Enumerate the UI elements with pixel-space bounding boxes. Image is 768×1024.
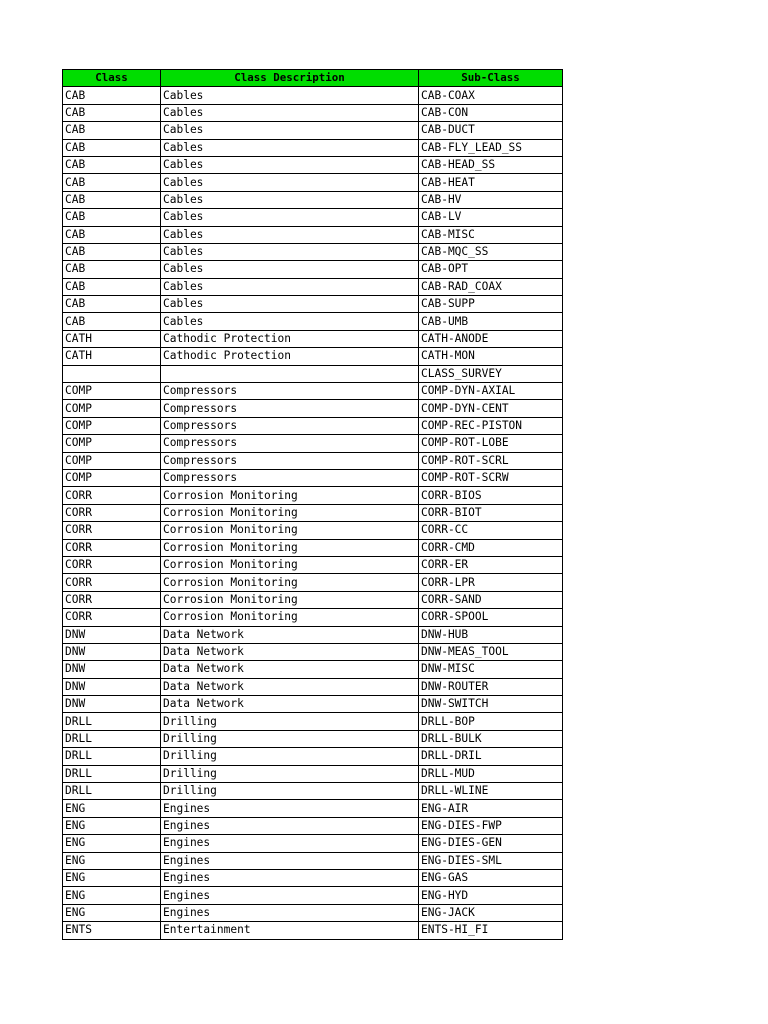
cell-class: CATH bbox=[63, 330, 161, 347]
cell-class-description: Engines bbox=[161, 817, 419, 834]
cell-sub-class: CORR-LPR bbox=[419, 574, 563, 591]
cell-class-description: Data Network bbox=[161, 643, 419, 660]
cell-sub-class: ENG-DIES-FWP bbox=[419, 817, 563, 834]
cell-class: CAB bbox=[63, 226, 161, 243]
cell-class-description: Corrosion Monitoring bbox=[161, 539, 419, 556]
table-row bbox=[63, 261, 563, 278]
table-row bbox=[63, 869, 563, 886]
table-row bbox=[63, 852, 563, 869]
cell-sub-class: ENG-HYD bbox=[419, 887, 563, 904]
cell-sub-class: DRLL-WLINE bbox=[419, 783, 563, 800]
cell-class-description: Corrosion Monitoring bbox=[161, 591, 419, 608]
cell-sub-class: ENTS-HI_FI bbox=[419, 922, 563, 939]
table-row bbox=[63, 452, 563, 469]
cell-class: ENG bbox=[63, 800, 161, 817]
table-row bbox=[63, 122, 563, 139]
table-row bbox=[63, 243, 563, 260]
cell-sub-class: CORR-SAND bbox=[419, 591, 563, 608]
table-row bbox=[63, 556, 563, 573]
cell-class: DRLL bbox=[63, 765, 161, 782]
table-row bbox=[63, 209, 563, 226]
table-row bbox=[63, 887, 563, 904]
cell-sub-class: CLASS_SURVEY bbox=[419, 365, 563, 382]
cell-class-description: Cables bbox=[161, 226, 419, 243]
cell-class: CORR bbox=[63, 504, 161, 521]
cell-class-description: Engines bbox=[161, 904, 419, 921]
table-row bbox=[63, 139, 563, 156]
cell-class: DRLL bbox=[63, 730, 161, 747]
cell-class-description: Drilling bbox=[161, 783, 419, 800]
cell-class-description: Compressors bbox=[161, 452, 419, 469]
cell-sub-class: ENG-AIR bbox=[419, 800, 563, 817]
cell-class-description: Engines bbox=[161, 869, 419, 886]
cell-class: CORR bbox=[63, 522, 161, 539]
cell-class: ENG bbox=[63, 835, 161, 852]
cell-class-description: Engines bbox=[161, 887, 419, 904]
cell-sub-class: CAB-CON bbox=[419, 104, 563, 121]
cell-class: DRLL bbox=[63, 713, 161, 730]
table-row bbox=[63, 383, 563, 400]
cell-class: CAB bbox=[63, 104, 161, 121]
cell-sub-class: CAB-HEAT bbox=[419, 174, 563, 191]
cell-sub-class: CAB-RAD_COAX bbox=[419, 278, 563, 295]
cell-class-description: Cables bbox=[161, 87, 419, 104]
cell-class-description: Drilling bbox=[161, 713, 419, 730]
cell-sub-class: CATH-ANODE bbox=[419, 330, 563, 347]
table-row bbox=[63, 661, 563, 678]
cell-class: ENG bbox=[63, 904, 161, 921]
cell-class-description: Compressors bbox=[161, 400, 419, 417]
cell-sub-class: CORR-BIOS bbox=[419, 487, 563, 504]
cell-class-description: Cables bbox=[161, 174, 419, 191]
table-row bbox=[63, 748, 563, 765]
cell-class: CAB bbox=[63, 156, 161, 173]
table-row bbox=[63, 678, 563, 695]
cell-class: DNW bbox=[63, 678, 161, 695]
table-row bbox=[63, 87, 563, 104]
cell-class: CAB bbox=[63, 191, 161, 208]
table-row bbox=[63, 487, 563, 504]
cell-class-description: Drilling bbox=[161, 765, 419, 782]
table-row bbox=[63, 800, 563, 817]
cell-class: DNW bbox=[63, 696, 161, 713]
cell-class: ENG bbox=[63, 817, 161, 834]
cell-class: COMP bbox=[63, 383, 161, 400]
cell-sub-class: DRLL-BOP bbox=[419, 713, 563, 730]
table-row bbox=[63, 904, 563, 921]
table-row bbox=[63, 574, 563, 591]
cell-class: COMP bbox=[63, 417, 161, 434]
cell-class: CAB bbox=[63, 261, 161, 278]
table-row bbox=[63, 817, 563, 834]
cell-class-description: Data Network bbox=[161, 678, 419, 695]
cell-sub-class: CORR-BIOT bbox=[419, 504, 563, 521]
cell-class-description: Cables bbox=[161, 261, 419, 278]
cell-class-description bbox=[161, 365, 419, 382]
table-row bbox=[63, 730, 563, 747]
cell-class: COMP bbox=[63, 400, 161, 417]
cell-sub-class: CAB-UMB bbox=[419, 313, 563, 330]
table-row bbox=[63, 783, 563, 800]
cell-class: CORR bbox=[63, 591, 161, 608]
cell-sub-class: DNW-ROUTER bbox=[419, 678, 563, 695]
cell-sub-class: DNW-MEAS_TOOL bbox=[419, 643, 563, 660]
cell-sub-class: COMP-ROT-LOBE bbox=[419, 435, 563, 452]
table-row bbox=[63, 626, 563, 643]
cell-class-description: Compressors bbox=[161, 383, 419, 400]
cell-class-description: Data Network bbox=[161, 661, 419, 678]
cell-class: CAB bbox=[63, 139, 161, 156]
header-class: Class bbox=[63, 70, 161, 87]
cell-sub-class: COMP-ROT-SCRW bbox=[419, 469, 563, 486]
cell-sub-class: CAB-LV bbox=[419, 209, 563, 226]
table-header bbox=[63, 70, 563, 87]
cell-class-description: Engines bbox=[161, 835, 419, 852]
cell-sub-class: CAB-HV bbox=[419, 191, 563, 208]
cell-class-description: Compressors bbox=[161, 435, 419, 452]
table-row bbox=[63, 191, 563, 208]
cell-class-description: Cables bbox=[161, 122, 419, 139]
cell-class-description: Cables bbox=[161, 313, 419, 330]
cell-sub-class: DRLL-DRIL bbox=[419, 748, 563, 765]
cell-sub-class: COMP-ROT-SCRL bbox=[419, 452, 563, 469]
table-row bbox=[63, 609, 563, 626]
table-row bbox=[63, 435, 563, 452]
cell-class: ENG bbox=[63, 887, 161, 904]
cell-sub-class: CAB-COAX bbox=[419, 87, 563, 104]
cell-class: DNW bbox=[63, 626, 161, 643]
cell-class-description: Engines bbox=[161, 800, 419, 817]
table-body bbox=[63, 87, 563, 939]
cell-sub-class: CAB-MISC bbox=[419, 226, 563, 243]
table-row bbox=[63, 330, 563, 347]
cell-class-description: Cables bbox=[161, 296, 419, 313]
cell-class: CAB bbox=[63, 296, 161, 313]
cell-class: CORR bbox=[63, 609, 161, 626]
table-row bbox=[63, 278, 563, 295]
cell-class-description: Cables bbox=[161, 156, 419, 173]
cell-sub-class: CAB-DUCT bbox=[419, 122, 563, 139]
cell-class-description: Compressors bbox=[161, 417, 419, 434]
cell-sub-class: DNW-HUB bbox=[419, 626, 563, 643]
cell-sub-class: DRLL-BULK bbox=[419, 730, 563, 747]
table-row bbox=[63, 765, 563, 782]
header-class-description: Class Description bbox=[161, 70, 419, 87]
cell-class-description: Engines bbox=[161, 852, 419, 869]
table-row bbox=[63, 504, 563, 521]
table-row bbox=[63, 835, 563, 852]
table-row bbox=[63, 922, 563, 939]
table-row bbox=[63, 696, 563, 713]
cell-class: CORR bbox=[63, 539, 161, 556]
table-row bbox=[63, 417, 563, 434]
cell-class-description: Drilling bbox=[161, 730, 419, 747]
cell-class: COMP bbox=[63, 452, 161, 469]
table-row bbox=[63, 539, 563, 556]
cell-sub-class: COMP-DYN-AXIAL bbox=[419, 383, 563, 400]
cell-class: CAB bbox=[63, 209, 161, 226]
table-row bbox=[63, 522, 563, 539]
header-row bbox=[63, 70, 563, 87]
cell-class: COMP bbox=[63, 469, 161, 486]
cell-sub-class: CATH-MON bbox=[419, 348, 563, 365]
cell-class-description: Corrosion Monitoring bbox=[161, 574, 419, 591]
table-row bbox=[63, 313, 563, 330]
table-row bbox=[63, 156, 563, 173]
table-row bbox=[63, 643, 563, 660]
cell-class: CORR bbox=[63, 487, 161, 504]
cell-class: CAB bbox=[63, 278, 161, 295]
cell-sub-class: CORR-CMD bbox=[419, 539, 563, 556]
cell-class: CORR bbox=[63, 556, 161, 573]
cell-sub-class: COMP-REC-PISTON bbox=[419, 417, 563, 434]
cell-class-description: Corrosion Monitoring bbox=[161, 504, 419, 521]
cell-sub-class: CAB-FLY_LEAD_SS bbox=[419, 139, 563, 156]
cell-sub-class: CORR-CC bbox=[419, 522, 563, 539]
cell-sub-class: DNW-SWITCH bbox=[419, 696, 563, 713]
cell-class-description: Corrosion Monitoring bbox=[161, 522, 419, 539]
cell-class: DRLL bbox=[63, 748, 161, 765]
cell-class-description: Cables bbox=[161, 191, 419, 208]
cell-sub-class: CORR-ER bbox=[419, 556, 563, 573]
table-row bbox=[63, 713, 563, 730]
cell-class: DNW bbox=[63, 661, 161, 678]
cell-class: CAB bbox=[63, 87, 161, 104]
cell-class: DNW bbox=[63, 643, 161, 660]
cell-class-description: Cables bbox=[161, 104, 419, 121]
cell-class-description: Corrosion Monitoring bbox=[161, 609, 419, 626]
cell-class: CAB bbox=[63, 313, 161, 330]
cell-class-description: Cathodic Protection bbox=[161, 348, 419, 365]
cell-class-description: Cables bbox=[161, 243, 419, 260]
cell-class-description: Cables bbox=[161, 209, 419, 226]
cell-sub-class: CAB-SUPP bbox=[419, 296, 563, 313]
cell-sub-class: CAB-HEAD_SS bbox=[419, 156, 563, 173]
cell-sub-class: CORR-SPOOL bbox=[419, 609, 563, 626]
table-row bbox=[63, 591, 563, 608]
cell-class-description: Drilling bbox=[161, 748, 419, 765]
cell-class-description: Corrosion Monitoring bbox=[161, 556, 419, 573]
cell-class: ENTS bbox=[63, 922, 161, 939]
table-row bbox=[63, 104, 563, 121]
cell-sub-class: ENG-DIES-SML bbox=[419, 852, 563, 869]
cell-class: ENG bbox=[63, 869, 161, 886]
cell-class: COMP bbox=[63, 435, 161, 452]
cell-sub-class: CAB-OPT bbox=[419, 261, 563, 278]
cell-class-description: Compressors bbox=[161, 469, 419, 486]
table-row bbox=[63, 226, 563, 243]
cell-sub-class: CAB-MQC_SS bbox=[419, 243, 563, 260]
table-row bbox=[63, 400, 563, 417]
cell-class: CAB bbox=[63, 122, 161, 139]
cell-class-description: Cathodic Protection bbox=[161, 330, 419, 347]
cell-class: CAB bbox=[63, 243, 161, 260]
cell-class-description: Corrosion Monitoring bbox=[161, 487, 419, 504]
table-row bbox=[63, 469, 563, 486]
cell-sub-class: COMP-DYN-CENT bbox=[419, 400, 563, 417]
header-sub-class: Sub-Class bbox=[419, 70, 563, 87]
cell-sub-class: ENG-GAS bbox=[419, 869, 563, 886]
cell-class: CORR bbox=[63, 574, 161, 591]
cell-sub-class: ENG-DIES-GEN bbox=[419, 835, 563, 852]
cell-sub-class: DNW-MISC bbox=[419, 661, 563, 678]
table-row bbox=[63, 365, 563, 382]
cell-class-description: Data Network bbox=[161, 696, 419, 713]
class-table bbox=[62, 69, 563, 940]
cell-class: DRLL bbox=[63, 783, 161, 800]
cell-class: CAB bbox=[63, 174, 161, 191]
cell-class: ENG bbox=[63, 852, 161, 869]
table-row bbox=[63, 296, 563, 313]
cell-sub-class: ENG-JACK bbox=[419, 904, 563, 921]
cell-class-description: Cables bbox=[161, 139, 419, 156]
cell-class bbox=[63, 365, 161, 382]
cell-class: CATH bbox=[63, 348, 161, 365]
cell-class-description: Data Network bbox=[161, 626, 419, 643]
table-row bbox=[63, 348, 563, 365]
cell-class-description: Cables bbox=[161, 278, 419, 295]
cell-sub-class: DRLL-MUD bbox=[419, 765, 563, 782]
table-row bbox=[63, 174, 563, 191]
cell-class-description: Entertainment bbox=[161, 922, 419, 939]
